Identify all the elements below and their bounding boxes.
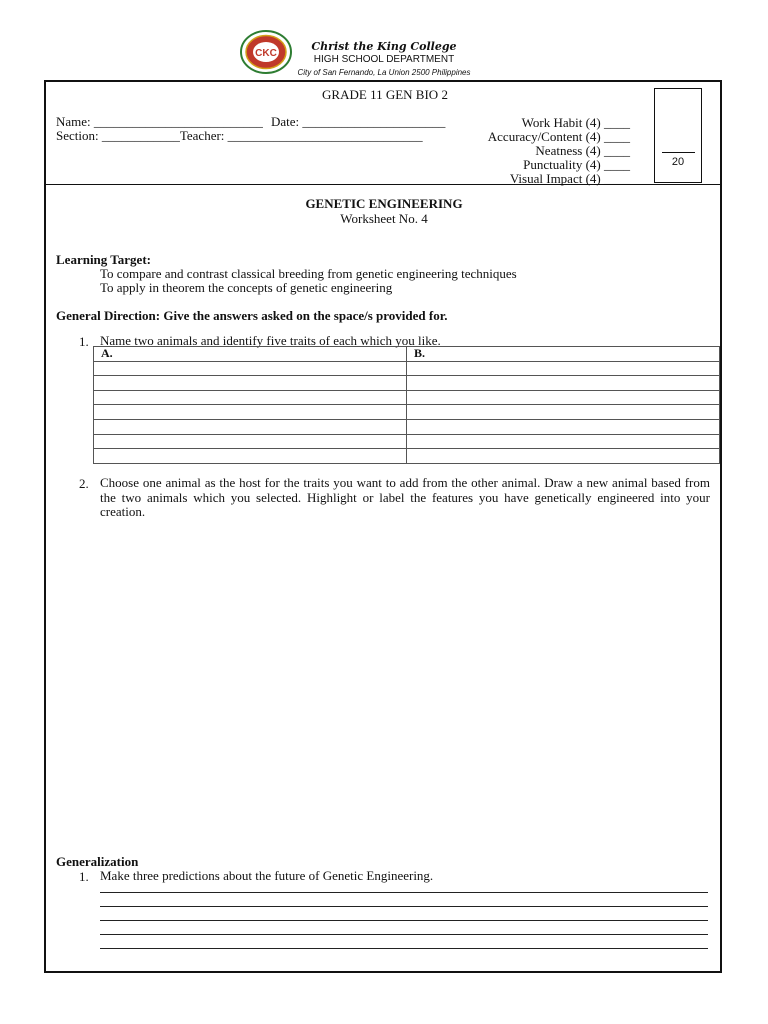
drawing-area[interactable] [100, 530, 710, 840]
traits-table [93, 346, 720, 464]
learning-target-1: To compare and contrast classical breeding from genetic engineering techniques [100, 266, 517, 281]
answer-cell[interactable] [94, 376, 407, 391]
criterion-punctuality[interactable]: Punctuality (4) ____ [523, 157, 630, 172]
answer-cell[interactable] [407, 390, 720, 405]
table-row [94, 376, 720, 391]
answer-line[interactable] [100, 920, 708, 921]
answer-line[interactable] [100, 948, 708, 949]
criterion-work-habit[interactable]: Work Habit (4) ____ [521, 115, 630, 130]
score-box[interactable] [654, 88, 702, 183]
item-1-text: Name two animals and identify five traits of each which you like. [100, 333, 441, 348]
generalization-item-text: Make three predictions about the future of Genetic Engineering. [100, 868, 434, 883]
worksheet-number: Worksheet No. 4 [340, 211, 428, 226]
answer-line[interactable] [100, 892, 708, 893]
table-row [94, 361, 720, 376]
date-field[interactable]: Date: ______________________ [271, 114, 446, 129]
answer-cell[interactable] [94, 405, 407, 420]
item-1-number: 1. [79, 334, 89, 349]
criterion-neatness[interactable]: Neatness (4) ____ [535, 143, 630, 158]
answer-cell[interactable] [407, 419, 720, 434]
generalization-item-number: 1. [79, 869, 89, 884]
learning-target-2: To apply in theorem the concepts of genetic engineering [100, 280, 393, 295]
name-field[interactable]: Name: __________________________ [56, 114, 263, 129]
table-row [94, 405, 720, 420]
department-name: HIGH SCHOOL DEPARTMENT [313, 54, 455, 65]
answer-line[interactable] [100, 934, 708, 935]
criterion-accuracy[interactable]: Accuracy/Content (4) ____ [487, 129, 630, 144]
logo-text: CKC [255, 48, 277, 59]
answer-cell[interactable] [94, 390, 407, 405]
table-row [94, 449, 720, 464]
answer-cell[interactable] [94, 361, 407, 376]
table-row [94, 419, 720, 434]
column-b-header: B. [407, 347, 720, 362]
criterion-visual-impact[interactable]: Visual Impact (4) ____ [509, 171, 630, 186]
table-row [94, 434, 720, 449]
answer-cell[interactable] [407, 405, 720, 420]
answer-cell[interactable] [407, 361, 720, 376]
item-2-number: 2. [79, 476, 89, 491]
answer-cell[interactable] [407, 434, 720, 449]
answer-cell[interactable] [94, 434, 407, 449]
item-2-text: Choose one animal as the host for the traits you want to add from the other animal. Draw a new animal based from the two animals which you selected. Highlight or label the features you have genetically engineered into your creation. [100, 475, 710, 519]
table-header-row [94, 347, 720, 362]
answer-line[interactable] [100, 906, 708, 907]
generalization-heading: Generalization [56, 854, 139, 869]
table-row [94, 390, 720, 405]
column-a-header: A. [94, 347, 407, 362]
learning-target-heading: Learning Target: [56, 252, 151, 267]
grade-title: GRADE 11 GEN BIO 2 [322, 87, 448, 102]
score-line [662, 152, 695, 153]
general-direction: General Direction: Give the answers asked on the space/s provided for. [56, 308, 448, 323]
answer-cell[interactable] [94, 449, 407, 464]
college-address: City of San Fernando, La Union 2500 Philippines [297, 68, 471, 77]
answer-cell[interactable] [407, 376, 720, 391]
section-teacher-field[interactable]: Section: ____________Teacher: ______________________________ [56, 128, 423, 143]
answer-cell[interactable] [94, 419, 407, 434]
score-total: 20 [671, 156, 685, 168]
answer-cell[interactable] [407, 449, 720, 464]
worksheet-title: GENETIC ENGINEERING [305, 196, 463, 211]
college-name: Christ the King College [311, 40, 457, 53]
